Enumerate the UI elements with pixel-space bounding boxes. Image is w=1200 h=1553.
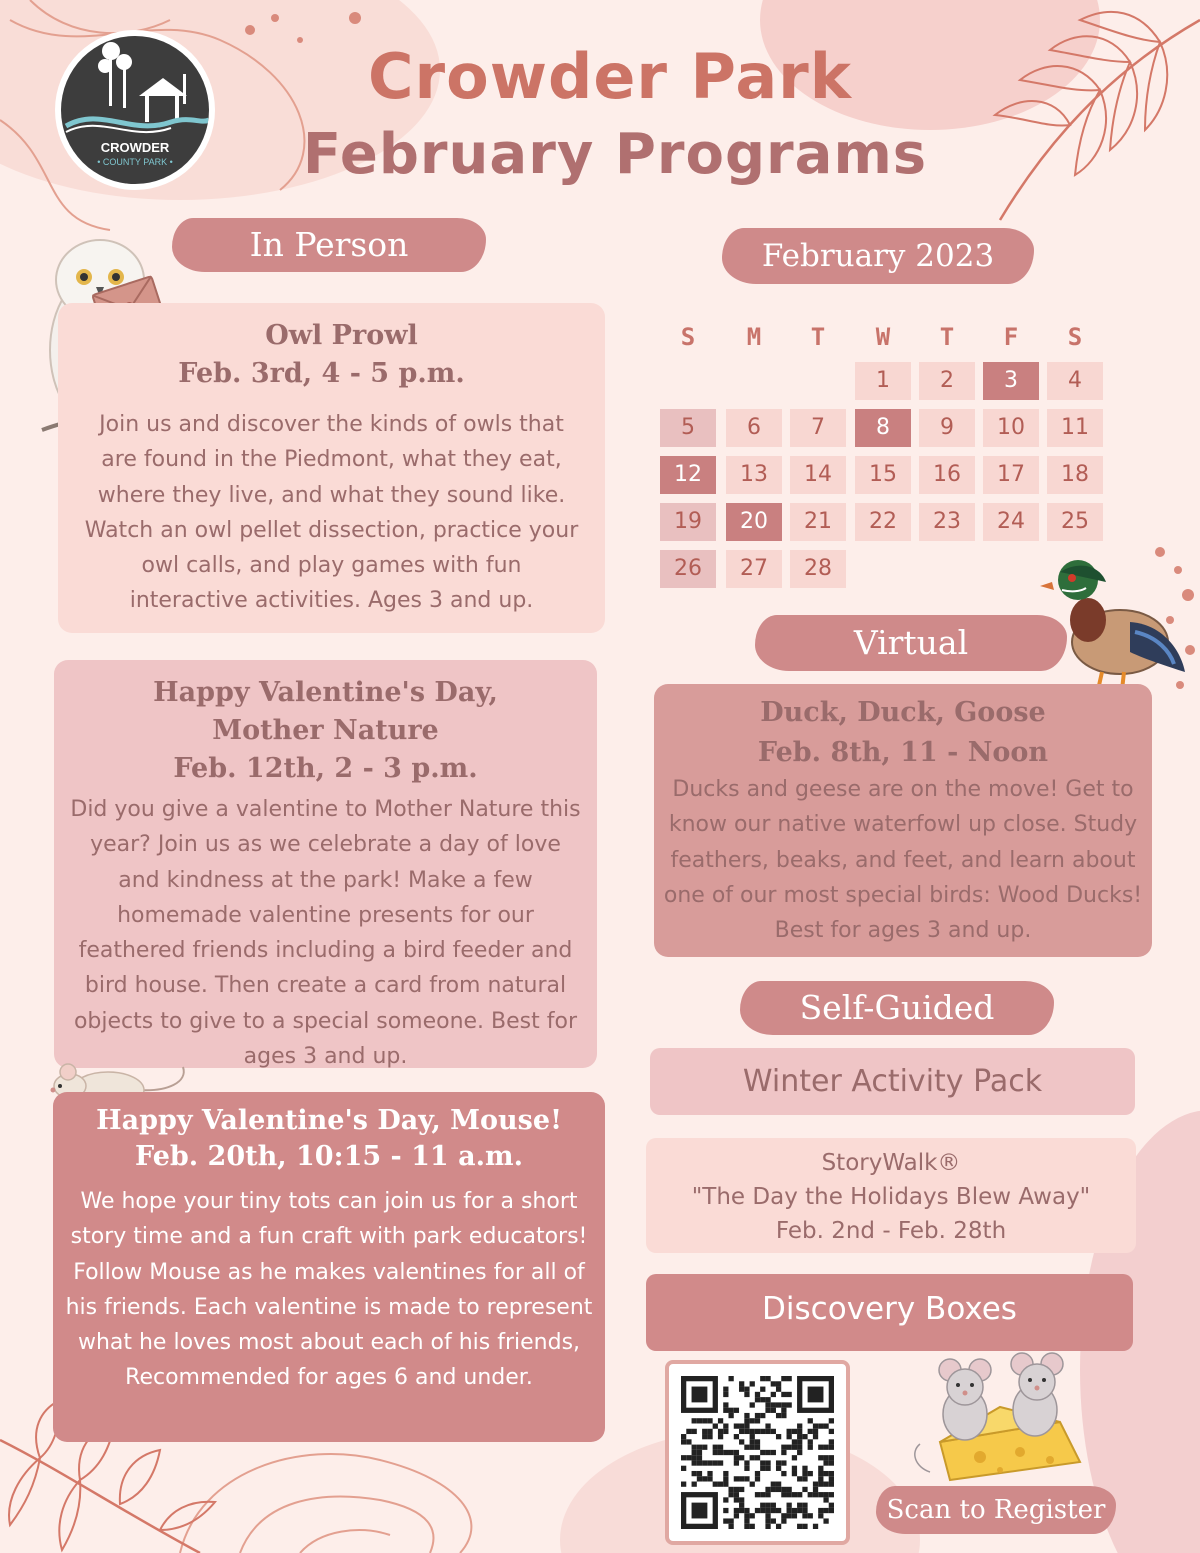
calendar-day: 4 xyxy=(1047,362,1103,400)
section-calendar: February 2023 xyxy=(722,228,1034,284)
page-subtitle: February Programs xyxy=(302,122,928,187)
calendar-day: 8 xyxy=(855,409,911,447)
event-title: Happy Valentine's Day, Mouse! xyxy=(96,1105,562,1136)
event-title: Mother Nature xyxy=(212,715,439,746)
calendar-day: 28 xyxy=(790,550,846,588)
event-card-owl-prowl xyxy=(58,303,605,633)
mice-cheese-icon xyxy=(910,1352,1100,1487)
calendar-day: 22 xyxy=(855,503,911,541)
leaf-icon xyxy=(960,0,1200,230)
calendar-day: 14 xyxy=(790,456,846,494)
calendar-day: 21 xyxy=(790,503,846,541)
calendar-day: 27 xyxy=(726,550,782,588)
calendar-day: 23 xyxy=(919,503,975,541)
event-card-mother-nature xyxy=(54,660,597,1068)
calendar-weekday: M xyxy=(746,323,762,351)
section-self-guided: Self-Guided xyxy=(740,981,1054,1035)
event-date: Feb. 12th, 2 - 3 p.m. xyxy=(173,753,478,784)
event-description: Join us and discover the kinds of owls that are found in the Piedmont, what they eat, where they live, and what they sound like. Watch an owl pellet dissection, practice your owl calls, and play games with fun interactive activities. Ages 3 and up. xyxy=(84,412,579,614)
calendar-day: 6 xyxy=(726,409,782,447)
calendar-weekday: T xyxy=(939,323,955,351)
event-title: Owl Prowl xyxy=(265,320,418,351)
page-title: Crowder Park xyxy=(368,40,852,113)
event-title: Happy Valentine's Day, xyxy=(153,677,498,708)
calendar-day: 20 xyxy=(726,503,782,541)
event-date: Feb. 3rd, 4 - 5 p.m. xyxy=(178,358,465,389)
calendar-weekday: F xyxy=(1003,323,1019,351)
logo-text: CROWDER xyxy=(100,140,170,155)
calendar-day: 16 xyxy=(919,456,975,494)
qr-code[interactable] xyxy=(665,1360,850,1545)
event-card-mouse xyxy=(53,1092,605,1442)
winter-activity-pack: Winter Activity Pack xyxy=(650,1048,1135,1115)
event-description: Ducks and geese are on the move! Get to know our native waterfowl up close. Study feathers, beaks, and feet, and learn about one of our most special birds: Wood Ducks! Best for ages 3 and up. xyxy=(663,777,1143,944)
event-date: Feb. 20th, 10:15 - 11 a.m. xyxy=(135,1141,523,1172)
calendar-day: 17 xyxy=(983,456,1039,494)
calendar-day: 11 xyxy=(1047,409,1103,447)
calendar-day: 12 xyxy=(660,456,716,494)
calendar-weekday: W xyxy=(875,323,891,351)
scan-to-register-label: Scan to Register xyxy=(876,1486,1116,1534)
calendar-day: 26 xyxy=(660,550,716,588)
calendar-day: 13 xyxy=(726,456,782,494)
calendar-day: 1 xyxy=(855,362,911,400)
logo-subtext: • COUNTY PARK • xyxy=(97,157,173,167)
storywalk-box xyxy=(646,1138,1136,1253)
calendar-day: 7 xyxy=(790,409,846,447)
calendar-day: 19 xyxy=(660,503,716,541)
calendar-day: 5 xyxy=(660,409,716,447)
calendar-day: 18 xyxy=(1047,456,1103,494)
storywalk-book: "The Day the Holidays Blew Away" xyxy=(691,1184,1091,1210)
discovery-boxes: Discovery Boxes xyxy=(646,1274,1133,1351)
calendar-day: 9 xyxy=(919,409,975,447)
calendar-day: 10 xyxy=(983,409,1039,447)
calendar-day: 25 xyxy=(1047,503,1103,541)
calendar-day: 3 xyxy=(983,362,1039,400)
event-description: Did you give a valentine to Mother Nature this year? Join us as we celebrate a day of love and kindness at the park! Make a few homemade valentine presents for our feathered friends including a bird feeder and bird house. Then create a card from natural objects to give to a special someone. Best for ages 3 and up. xyxy=(70,797,581,1070)
storywalk-dates: Feb. 2nd - Feb. 28th xyxy=(775,1218,1007,1244)
event-date: Feb. 8th, 11 - Noon xyxy=(757,737,1049,768)
calendar-day: 24 xyxy=(983,503,1039,541)
calendar-day: 15 xyxy=(855,456,911,494)
calendar-weekday: S xyxy=(1067,323,1083,351)
event-description: We hope your tiny tots can join us for a short story time and a fun craft with park educators! Follow Mouse as he makes valentines for all of his friends. Each valentine is made to represent what he loves most about each of his friends, Recommended for ages 6 and under. xyxy=(65,1189,593,1391)
qr-code-icon xyxy=(681,1376,834,1529)
event-title: Duck, Duck, Goose xyxy=(760,697,1046,728)
calendar-weekday: S xyxy=(680,323,696,351)
storywalk-title: StoryWalk® xyxy=(821,1150,961,1176)
event-card-duck-duck-goose xyxy=(654,684,1152,957)
calendar-day: 2 xyxy=(919,362,975,400)
section-in-person: In Person xyxy=(172,218,486,272)
calendar-weekday: T xyxy=(810,323,826,351)
section-virtual: Virtual xyxy=(755,615,1067,671)
